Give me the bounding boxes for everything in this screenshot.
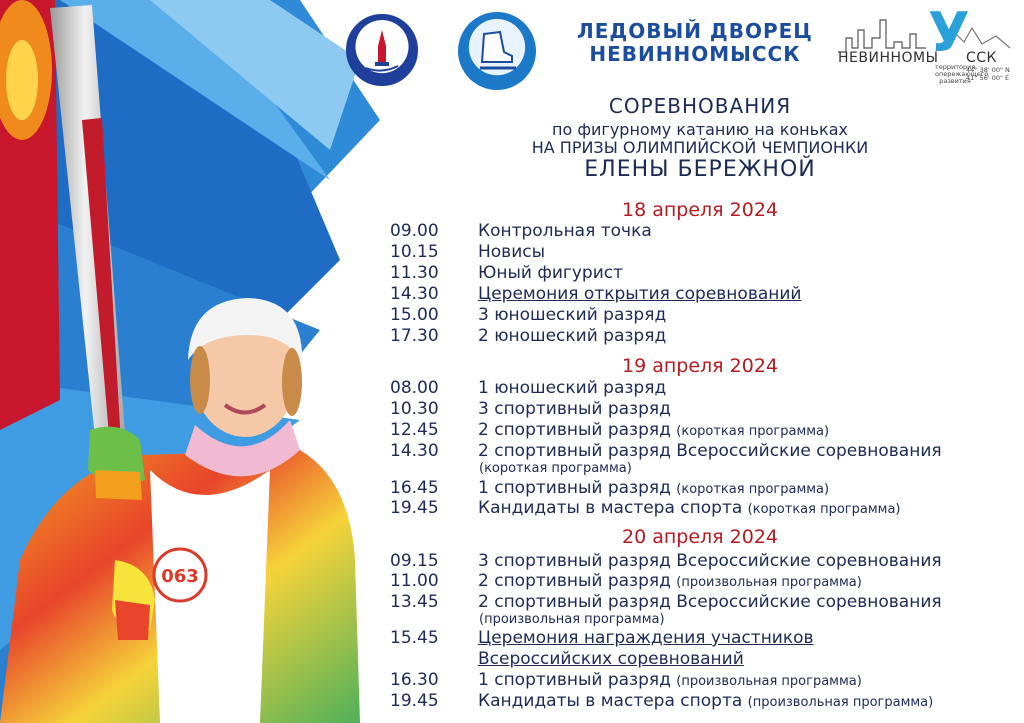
- event-name: 1 спортивный разряд: [478, 670, 671, 690]
- event-name: 2 спортивный разряд Всероссийские соревнования: [478, 592, 942, 612]
- event-time: 14.30: [390, 441, 439, 461]
- venue-line-2: НЕВИННОМЫССК: [589, 42, 801, 66]
- event-name-ceremony: [478, 649, 744, 669]
- city-coordinates: [966, 66, 1010, 82]
- event-time: 15.00: [390, 305, 439, 325]
- event-note: (короткая программа): [676, 482, 830, 497]
- event-time: 08.00: [390, 378, 439, 398]
- awards-ceremony-text: Церемония награждения участников: [478, 628, 814, 648]
- event-time: 19.45: [390, 498, 439, 518]
- event-name: 2 спортивный разряд: [478, 420, 671, 440]
- day-2-date: 19 апреля 2024: [622, 355, 778, 377]
- event-name: Контрольная точка: [478, 221, 652, 241]
- athlete-torch-photo: [0, 0, 380, 723]
- event-name: Кандидаты в мастера спорта: [478, 691, 743, 711]
- ice-rink-logo: [458, 12, 536, 90]
- event-time: 10.15: [390, 242, 439, 262]
- event-time: 10.30: [390, 399, 439, 419]
- coord-lon: 41° 56' 00" E: [966, 74, 1010, 82]
- event-name: 1 юношеский разряд: [478, 378, 667, 398]
- opening-ceremony-text: Церемония открытия соревнований: [478, 284, 802, 304]
- event-time: 14.30: [390, 284, 439, 304]
- event-note: (произвольная программа): [676, 575, 862, 590]
- title-competition: СОРЕВНОВАНИЯ: [608, 94, 792, 118]
- event-note: (короткая программа): [676, 424, 830, 439]
- event-time: 11.30: [390, 263, 439, 283]
- awards-ceremony-text-2: Всероссийских соревнований: [478, 649, 744, 669]
- city-brand-end: ССК: [966, 50, 997, 66]
- event-name: Кандидаты в мастера спорта: [478, 498, 743, 518]
- event-name: 2 спортивный разряд: [478, 571, 671, 591]
- event-time: 09.15: [390, 551, 439, 571]
- event-subnote: (короткая программа): [479, 461, 632, 476]
- event-time: 16.30: [390, 670, 439, 690]
- event-time: 15.45: [390, 628, 439, 648]
- city-brand: [838, 50, 938, 66]
- event-time: 12.45: [390, 420, 439, 440]
- event-time: 19.45: [390, 691, 439, 711]
- venue-name: [560, 20, 830, 66]
- event-note: (произвольная программа): [676, 674, 862, 689]
- title-prizes: НА ПРИЗЫ ОЛИМПИЙСКОЙ ЧЕМПИОНКИ: [531, 138, 869, 157]
- event-time: 13.45: [390, 592, 439, 612]
- title-champion-name: ЕЛЕНЫ БЕРЕЖНОЙ: [584, 157, 816, 182]
- city-brand-main: НЕВИННОМЫ: [838, 50, 939, 66]
- skate-icon: [458, 12, 536, 90]
- event-note: (произвольная программа): [747, 695, 934, 710]
- city-tagline: территория опережающего развития: [935, 63, 989, 85]
- federation-logo: [346, 14, 418, 86]
- event-name: Новисы: [478, 242, 546, 262]
- coord-lat: 44° 38' 00" N: [966, 66, 1010, 74]
- event-name: Юный фигурист: [478, 263, 624, 283]
- event-name: 1 спортивный разряд: [478, 478, 671, 498]
- venue-line-1: ЛЕДОВЫЙ ДВОРЕЦ: [577, 19, 813, 43]
- event-name-ceremony: [478, 284, 801, 304]
- event-name: 3 спортивный разряд: [478, 399, 671, 419]
- title-discipline: по фигурному катанию на коньках: [552, 120, 848, 139]
- day-3-date: 20 апреля 2024: [622, 526, 778, 548]
- kremlin-tower-icon: [348, 16, 416, 84]
- event-note: (короткая программа): [747, 502, 901, 517]
- event-name: 2 юношеский разряд: [478, 326, 667, 346]
- event-name: 3 спортивный разряд Всероссийские соревнования: [478, 551, 942, 571]
- city-brand-letter: У: [928, 1, 970, 64]
- event-time: 16.45: [390, 478, 439, 498]
- event-time: 11.00: [390, 571, 439, 591]
- event-name-ceremony: [478, 628, 814, 648]
- event-name: 2 спортивный разряд Всероссийские соревнования: [478, 441, 942, 461]
- event-time: 09.00: [390, 221, 439, 241]
- event-name: 3 юношеский разряд: [478, 305, 667, 325]
- day-1-date: 18 апреля 2024: [622, 199, 778, 221]
- bib-number: 063: [161, 566, 199, 587]
- event-subnote: (произвольная программа): [479, 612, 665, 627]
- event-time: 17.30: [390, 326, 439, 346]
